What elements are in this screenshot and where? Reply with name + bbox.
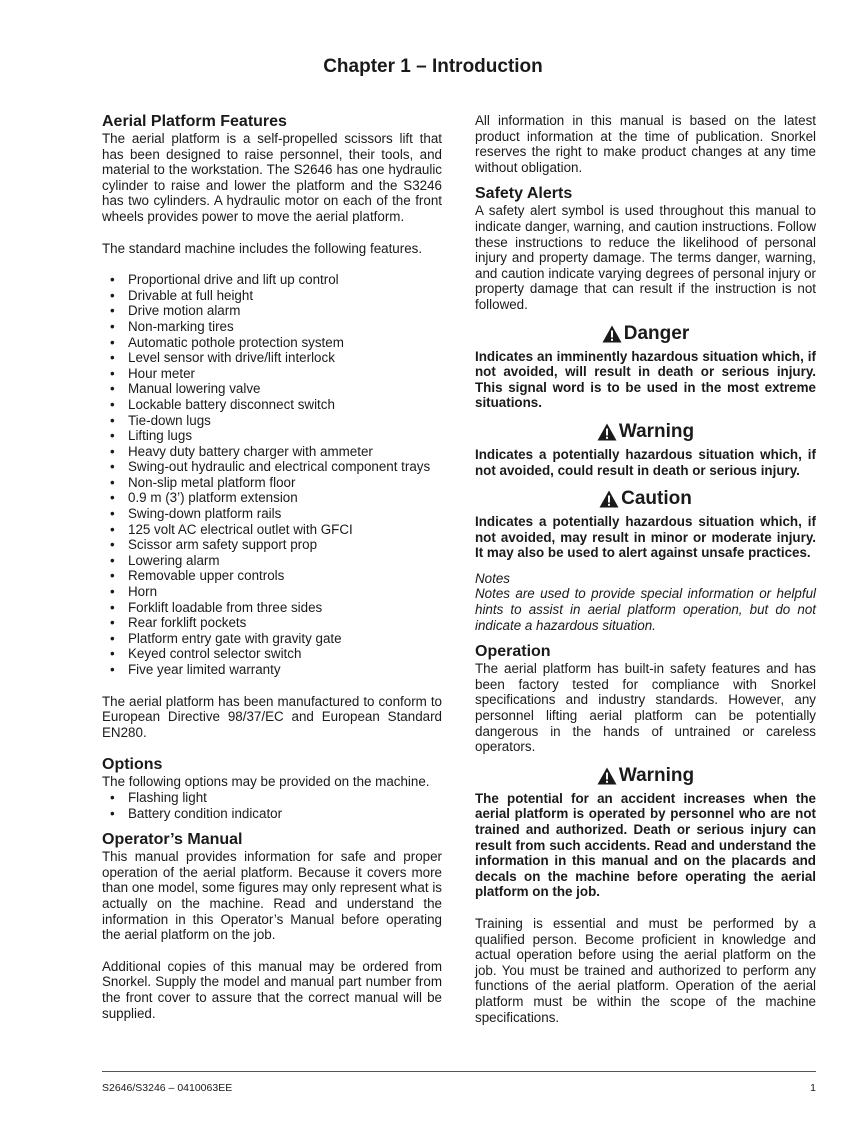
feature-list-item: • Non-slip metal platform floor — [110, 475, 442, 491]
notes-label: Notes — [475, 570, 510, 586]
feature-list-item: • Swing-down platform rails — [110, 506, 442, 522]
feature-list-item: • Automatic pothole protection system — [110, 335, 442, 351]
feature-list-item: • Level sensor with drive/lift interlock — [110, 350, 442, 366]
feature-list-item: • Five year limited warranty — [110, 662, 442, 678]
notes-text: Notes are used to provide special information or helpful hints to assist in aerial platform operation, but do not indicate a hazardous situation. — [475, 586, 816, 633]
caution-heading — [475, 488, 816, 510]
options-list — [110, 790, 442, 821]
feature-list-item: • Scissor arm safety support prop — [110, 537, 442, 553]
danger-heading — [475, 323, 816, 345]
manual-text: This manual provides information for safe and proper operation of the aerial platform. Because it covers more than one model, some figures may only represent what is actually on the machine. Read and understand the information in this Operator’s Manual before operating the aerial platform on the job. — [102, 849, 442, 943]
footer-divider — [102, 1071, 816, 1072]
page-number: 1 — [810, 1082, 816, 1094]
feature-list-item: • Heavy duty battery charger with ammeter — [110, 444, 442, 460]
warning-label: Warning — [618, 420, 695, 442]
feature-list-item: • Swing-out hydraulic and electrical component trays — [110, 459, 442, 475]
feature-list-item: • Removable upper controls — [110, 568, 442, 584]
caution-label: Caution — [621, 488, 692, 510]
conformity-text: The aerial platform has been manufactured to conform to European Directive 98/37/EC and European Standard EN280. — [102, 693, 442, 740]
feature-list-item: • Keyed control selector switch — [110, 646, 442, 662]
training-text: Training is essential and must be performed by a qualified person. Become proficient in knowledge and actual operation before using the aerial platform on the job. You must be trained and authorized to perform any functions of the aerial platform. Operation of the aerial platform must be within the scope of the machine specifications. — [475, 915, 816, 1025]
feature-list-item: • Lowering alarm — [110, 553, 442, 569]
feature-list-item: • Rear forklift pockets — [110, 615, 442, 631]
copies-text: Additional copies of this manual may be ordered from Snorkel. Supply the model and manual part number from the front cover to assure that the correct manual will be supplied. — [102, 958, 442, 1021]
feature-list-item: • 0.9 m (3’) platform extension — [110, 490, 442, 506]
feature-list-item: • 125 volt AC electrical outlet with GFCI — [110, 522, 442, 538]
info-text: All information in this manual is based on the latest product information at the time of publication. Snorkel reserves the right to make product changes at any time without obligation. — [475, 113, 816, 175]
options-intro: The following options may be provided on the machine. — [102, 774, 430, 790]
warning-text: Indicates a potentially hazardous situation which, if not avoided, could result in death or serious injury. — [475, 446, 816, 478]
feature-list-item: • Drivable at full height — [110, 288, 442, 304]
warning2-text: The potential for an accident increases when the aerial platform is operated by personnel who are not trained and authorized. Death or serious injury can result from such accidents. Read and understand the information in this manual and on the placards and decals on the machine before operating the aerial platform on the job. — [475, 790, 816, 900]
feature-list-item: • Proportional drive and lift up control — [110, 272, 442, 288]
feature-list-item: • Lifting lugs — [110, 428, 442, 444]
danger-text: Indicates an imminently hazardous situation which, if not avoided, will result in death or serious injury. This signal word is to be used in the most extreme situations. — [475, 348, 816, 411]
feature-list-item: • Horn — [110, 584, 442, 600]
danger-label: Danger — [623, 322, 690, 344]
feature-list-item: • Forklift loadable from three sides — [110, 600, 442, 616]
safety-alerts-text: A safety alert symbol is used throughout this manual to indicate danger, warning, and caution instructions. Follow these instructions to reduce the likelihood of personal injury and property damage. The terms danger, warning, and caution indicate varying degrees of personal injury or property damage that can result if the instruction is not followed. — [475, 203, 816, 312]
right-column — [475, 113, 816, 1025]
features-intro: The aerial platform is a self-propelled scissors lift that has been designed to raise personnel, their tools, and material to the workstation. The S2646 has one hydraulic cylinder to raise and lower the platform and the S3246 has two cylinders. A hydraulic motor on each of the front wheels provides power to move the aerial platform. — [102, 131, 442, 224]
features-heading: Aerial Platform Features — [102, 113, 287, 130]
safety-alert-triangle-icon — [597, 423, 617, 441]
features-list — [110, 272, 442, 677]
safety-alerts-heading: Safety Alerts — [475, 185, 573, 203]
option-list-item: • Flashing light — [110, 790, 442, 806]
warning2-label: Warning — [618, 764, 695, 786]
safety-alert-triangle-icon — [602, 325, 622, 343]
feature-list-item: • Tie-down lugs — [110, 413, 442, 429]
operation-text: The aerial platform has built-in safety features and has been factory tested for compliance with Snorkel specifications and industry standards. However, any personnel lifting aerial platform can be potentially dangerous in the hands of untrained or careless operators. — [475, 661, 816, 755]
safety-alert-triangle-icon — [599, 490, 619, 508]
manual-heading: Operator’s Manual — [102, 831, 243, 849]
feature-list-item: • Hour meter — [110, 366, 442, 382]
options-heading: Options — [102, 756, 163, 774]
feature-list-item: • Drive motion alarm — [110, 303, 442, 319]
option-list-item: • Battery condition indicator — [110, 806, 442, 822]
feature-list-item: • Platform entry gate with gravity gate — [110, 631, 442, 647]
feature-list-item: • Lockable battery disconnect switch — [110, 397, 442, 413]
operation-heading: Operation — [475, 643, 551, 661]
feature-list-item: • Non-marking tires — [110, 319, 442, 335]
caution-text: Indicates a potentially hazardous situation which, if not avoided, may result in minor or moderate injury. It may also be used to alert against unsafe practices. — [475, 514, 816, 561]
left-column — [102, 113, 442, 1021]
feature-list-item: • Manual lowering valve — [110, 381, 442, 397]
safety-alert-triangle-icon — [597, 767, 617, 785]
standard-features-intro: The standard machine includes the following features. — [102, 240, 423, 256]
chapter-title: Chapter 1 – Introduction — [323, 56, 543, 77]
footer-doc-id: S2646/S3246 – 0410063EE — [102, 1082, 233, 1094]
warning2-heading — [475, 765, 816, 787]
warning-heading — [475, 421, 816, 443]
